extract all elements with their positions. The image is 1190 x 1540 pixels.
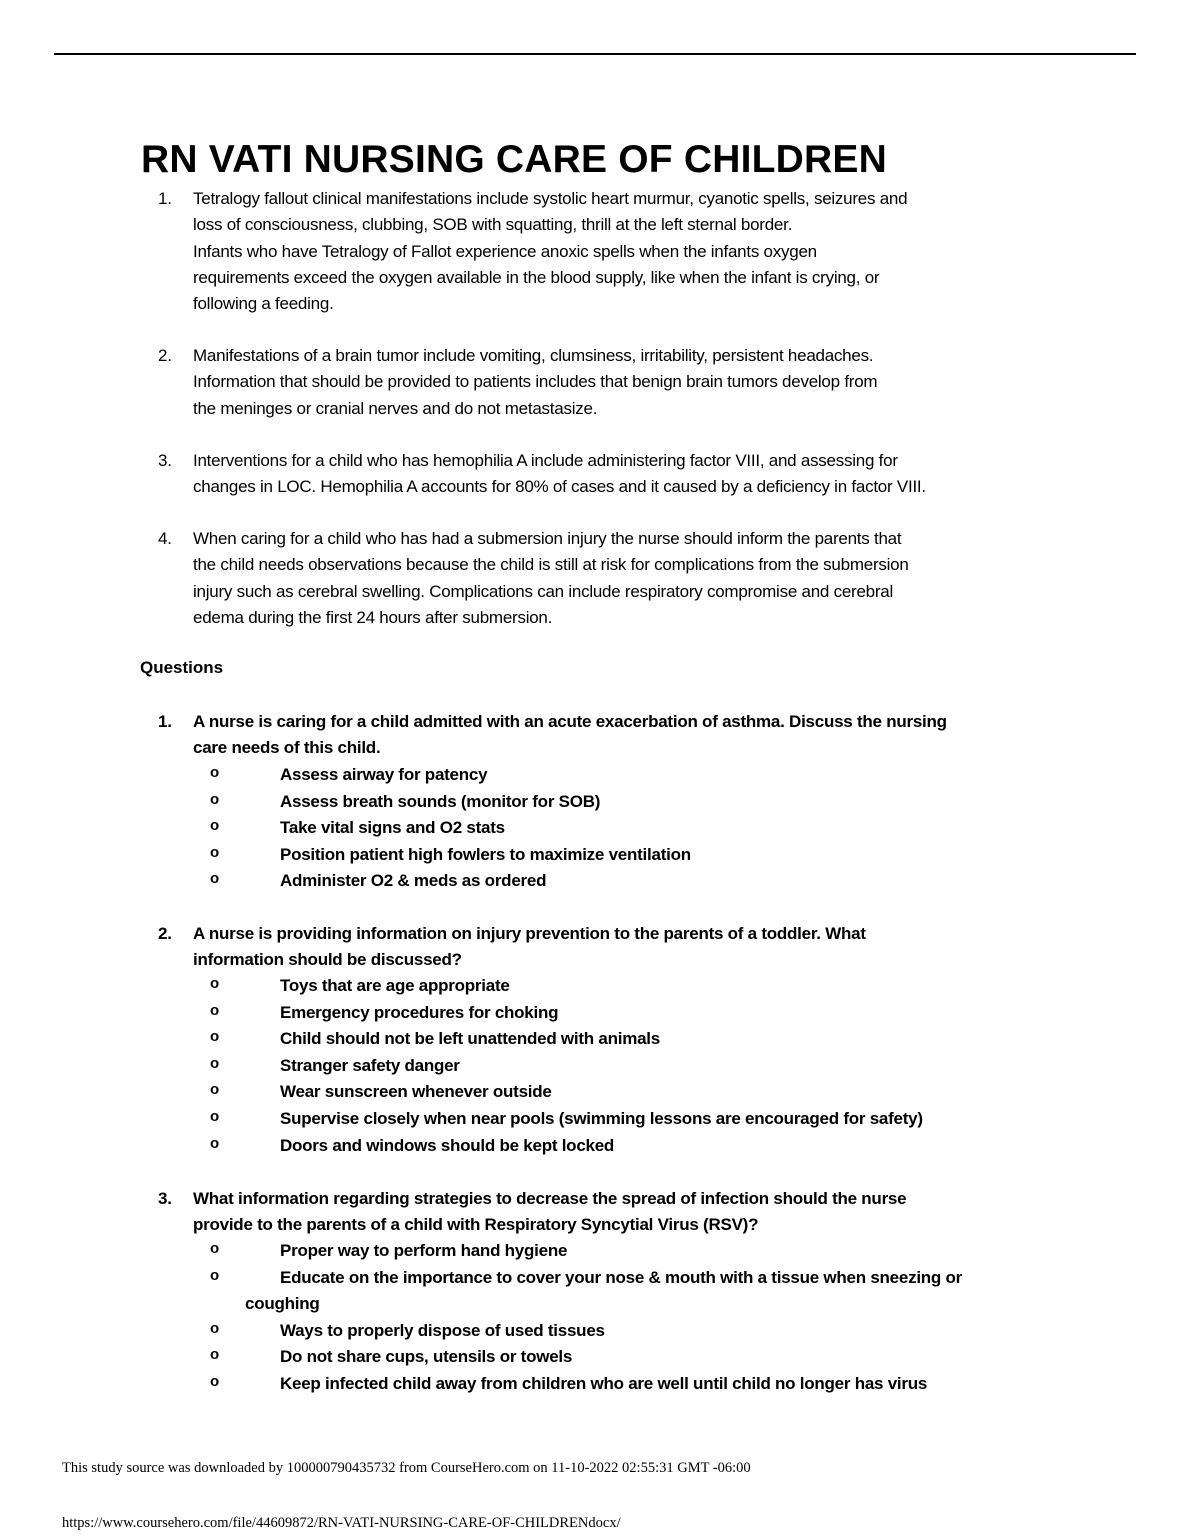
bullet-marker-icon: o [210, 764, 219, 781]
answer-list [210, 973, 1070, 1159]
question-text: A nurse is caring for a child admitted with an acute exacerbation of asthma. Discuss the nursing care needs of this child. [193, 712, 947, 758]
answer-text: Take vital signs and O2 stats [280, 818, 505, 838]
answer-bullet [210, 1318, 1070, 1345]
answer-bullet [210, 1106, 1070, 1133]
answer-bullet [210, 868, 1070, 895]
bullet-marker-icon: o [210, 1107, 219, 1125]
source-url[interactable]: https://www.coursehero.com/file/44609872/RN-VATI-NURSING-CARE-OF-CHILDRENdocx/ [62, 1515, 621, 1531]
answer-bullet [210, 762, 1070, 789]
answer-text: Assess breath sounds (monitor for SOB) [280, 791, 601, 811]
item-text: When caring for a child who has had a submersion injury the nurse should inform the parents that the child needs observations because the child is still at risk for complications from the submersion injury such as cerebral swelling. Complications can include respiratory compromise and cerebral edema during the first 24 hours after submersion. [193, 529, 909, 627]
item-number: 1. [158, 189, 172, 208]
answer-text: Doors and windows should be kept locked [280, 1135, 615, 1155]
question-number: 1. [158, 712, 172, 731]
answer-text: Keep infected child away from children who are well until child no longer has virus [280, 1373, 928, 1393]
item-text: Tetralogy fallout clinical manifestations include systolic heart murmur, cyanotic spells, seizures and loss of consciousness, clubbing, SOB with squatting, thrill at the left sternal border. Infants who have Tetralogy of Fallot experience anoxic spells when the infants oxygen requirements exceed the oxygen available in the blood supply, like when the infant is crying, or following a feeding. [193, 189, 908, 314]
bullet-marker-icon: o [210, 1081, 219, 1099]
answer-bullet [210, 815, 1070, 842]
question-text: What information regarding strategies to decrease the spread of infection should the nurse provide to the parents of a child with Respiratory Syncytial Virus (RSV)? [193, 1189, 907, 1235]
bullet-marker-icon: o [210, 870, 219, 888]
answer-bullet [210, 1344, 1070, 1371]
bullet-marker-icon: o [210, 1319, 219, 1337]
bullet-marker-icon: o [210, 1266, 219, 1284]
answer-text: Educate on the importance to cover your nose & mouth with a tissue when sneezing or coughing [245, 1267, 963, 1314]
question-text: A nurse is providing information on injury prevention to the parents of a toddler. What information should be discussed? [193, 924, 866, 970]
page-title: RN VATI NURSING CARE OF CHILDREN [141, 138, 887, 181]
answer-bullet [210, 1079, 1070, 1106]
answer-bullet [210, 1238, 1070, 1265]
answer-bullet [210, 1026, 1070, 1053]
bullet-marker-icon: o [210, 1028, 219, 1046]
answer-bullet [210, 1053, 1070, 1080]
answer-text: Ways to properly dispose of used tissues [280, 1320, 605, 1340]
questions-heading: Questions [140, 658, 224, 677]
answer-text: Emergency procedures for choking [280, 1002, 559, 1022]
item-text: Manifestations of a brain tumor include vomiting, clumsiness, irritability, persistent headaches. Information that should be provided to patients includes that benign brain tumors develop from the meninges or cranial nerves and do not metastasize. [193, 346, 878, 418]
bullet-marker-icon: o [210, 817, 219, 835]
bullet-marker-icon: o [210, 1054, 219, 1072]
answer-list [210, 1238, 1070, 1398]
answer-bullet [210, 1133, 1070, 1160]
download-note: This study source was downloaded by 100000790435732 from CourseHero.com on 11-10-2022 02:55:31 GMT -06:00 [62, 1460, 751, 1476]
header-rule [54, 53, 1136, 55]
question-number: 3. [158, 1189, 172, 1208]
bullet-marker-icon: o [210, 1372, 219, 1390]
answer-bullet [210, 1265, 1070, 1318]
answer-text: Wear sunscreen whenever outside [280, 1082, 552, 1102]
answer-bullet [210, 1000, 1070, 1027]
item-number: 2. [158, 346, 172, 365]
answer-bullet [210, 973, 1070, 1000]
answer-text: Position patient high fowlers to maximize ventilation [280, 844, 691, 864]
answer-bullet [210, 789, 1070, 816]
answer-text: Child should not be left unattended with animals [280, 1029, 660, 1049]
item-number: 4. [158, 529, 172, 548]
answer-text: Do not share cups, utensils or towels [280, 1347, 573, 1367]
answer-bullet [210, 842, 1070, 869]
item-number: 3. [158, 451, 172, 470]
answer-text: Assess airway for patency [280, 765, 488, 784]
item-text: Interventions for a child who has hemophilia A include administering factor VIII, and assessing for changes in LOC. Hemophilia A accounts for 80% of cases and it caused by a deficiency in factor VIII. [193, 451, 926, 497]
bullet-marker-icon: o [210, 790, 219, 808]
answer-text: Proper way to perform hand hygiene [280, 1241, 568, 1260]
bullet-marker-icon: o [210, 1240, 219, 1257]
answer-text: Administer O2 & meds as ordered [280, 871, 547, 891]
answer-text: Stranger safety danger [280, 1055, 460, 1075]
bullet-marker-icon: o [210, 1134, 219, 1152]
answer-list [210, 762, 1070, 895]
answer-text: Supervise closely when near pools (swimming lessons are encouraged for safety) [280, 1108, 923, 1128]
bullet-marker-icon: o [210, 1346, 219, 1364]
bullet-marker-icon: o [210, 975, 219, 992]
bullet-marker-icon: o [210, 843, 219, 861]
question-number: 2. [158, 924, 172, 943]
answer-bullet [210, 1371, 1070, 1398]
bullet-marker-icon: o [210, 1001, 219, 1019]
answer-text: Toys that are age appropriate [280, 976, 510, 995]
